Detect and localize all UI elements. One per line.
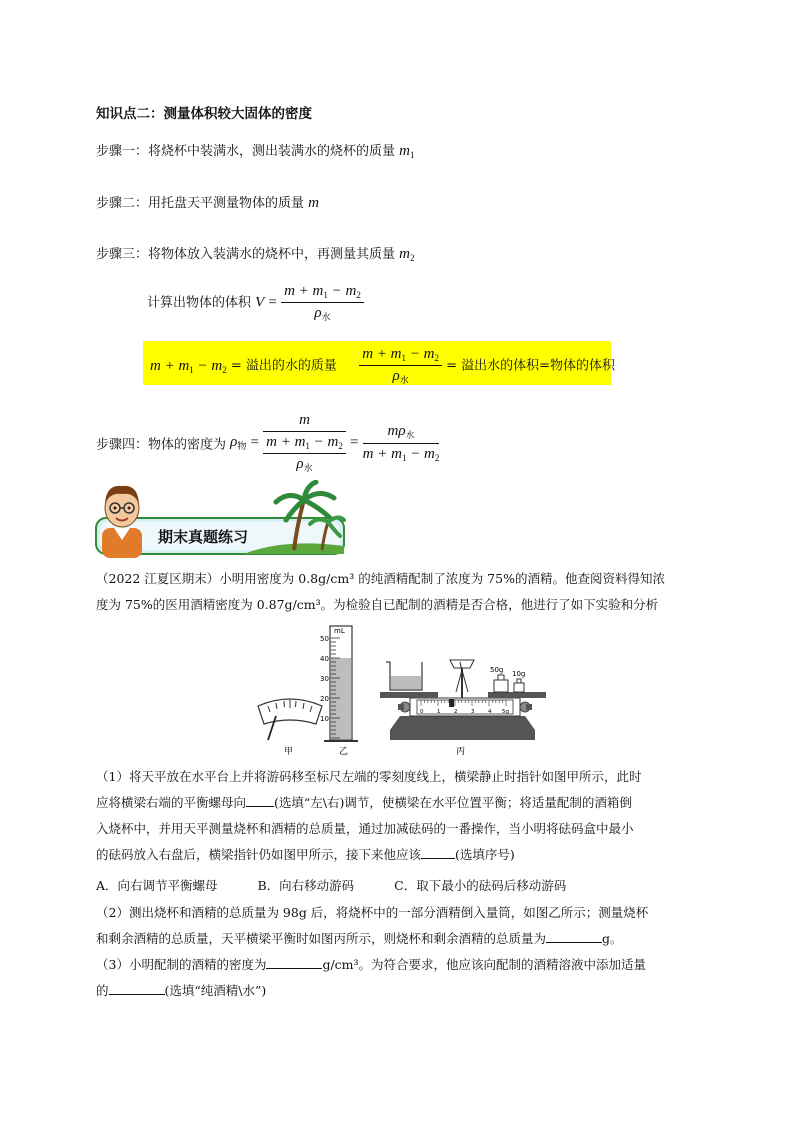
label-jia: 甲 [284, 747, 294, 757]
ruler-label-4: 4 [488, 709, 492, 715]
answer-blank-3[interactable] [546, 942, 602, 943]
step-1: 步骤一：将烧杯中装满水，测出装满水的烧杯的质量 $m_1$ [96, 143, 415, 160]
svg-text:10g: 10g [512, 670, 526, 678]
section-heading: 知识点二：测量体积较大固体的密度 [96, 106, 312, 122]
label-bing: 丙 [456, 747, 466, 757]
answer-blank-4[interactable] [266, 968, 322, 969]
question-part-3: （3）小明配制的酒精的密度为 g/cm³。为符合要求，他应该向配制的酒精溶液中添加适量 的 (选填“纯酒精\水”) [96, 957, 647, 998]
cyl-tick-30: 30 [320, 675, 329, 683]
right-pan [488, 692, 546, 698]
answer-blank-1[interactable] [246, 806, 274, 807]
question-part-1: （1）将天平放在水平台上并将游码移至标尺左端的零刻度线上，横梁静止时指针如图甲所示，此时 应将横梁右端的平衡螺母向 (选填“左\右)调节，使横梁在水平位置平衡；将适量配制的酒箱倒 入烧杯中，并用天平测量烧杯和酒精的总质量，通过加减砝码的一番操作，当小明将砝码盒中最小 的砝码放入右盘后，横梁指针仍如图甲所示，接下来他应该 (选填序号) [96, 769, 642, 862]
measuring-cylinder [320, 626, 358, 741]
volume-formula: 计算出物体的体积 V = $\frac{m + m_1 - m_2}{\rho_水}$ [147, 283, 364, 323]
cyl-tick-50: 50 [320, 635, 329, 643]
step-3: 步骤三：将物体放入装满水的烧杯中，再测量其质量 $m_2$ [96, 246, 415, 263]
practice-banner [94, 480, 346, 560]
pointer-dial-icon [258, 699, 322, 740]
answer-blank-2[interactable] [421, 858, 455, 859]
ruler-label-3: 3 [471, 709, 475, 715]
ruler-label-1: 1 [437, 709, 441, 715]
option-c[interactable]: C．取下最小的砝码后移动游码 [394, 878, 567, 893]
svg-text:50g: 50g [490, 666, 504, 674]
cyl-tick-20: 20 [320, 695, 329, 703]
question-part-2: （2）测出烧杯和酒精的总质量为 98g 后，将烧杯中的一部分酒精倒入量筒，如图乙所示；测量烧杯 和剩余酒精的总质量，天平横梁平衡时如图丙所示，则烧杯和剩余酒精的总质量为 g。 [96, 905, 649, 946]
volume-fraction: $\frac{m + m_1 - m_2}{\rho_水}$ [281, 283, 364, 323]
ruler-label-5: 5g [502, 709, 509, 715]
density-fraction-1: $\frac{m}{\frac{m + m_1 - m_2}{\rho_水}}$ [263, 412, 346, 474]
option-a[interactable]: A．向右调节平衡螺母 [96, 878, 218, 893]
weight-50g-icon [490, 666, 508, 692]
label-yi: 乙 [339, 747, 349, 757]
ruler-label-0: 0 [420, 709, 424, 715]
var-m2: $m_2$ [399, 246, 415, 263]
ruler-label-2: 2 [454, 709, 458, 715]
banner-title: 期末真题练习 [158, 528, 249, 546]
question-intro: （2022 江夏区期末）小明用密度为 0.8g/cm³ 的纯酒精配制了浓度为 75%的酒精。他查阅资料得知浓 度为 75%的医用酒精密度为 0.87g/cm³。为检验自已配制的酒精是否合格，他进行了如下实验和分析 [96, 571, 665, 612]
var-m: m [308, 195, 319, 211]
balance-scale [380, 660, 546, 740]
step-2: 步骤二：用托盘天平测量物体的质量 m [96, 195, 319, 211]
balance-screw-right [520, 702, 532, 712]
left-pan [380, 692, 438, 698]
rider-marker [449, 699, 454, 707]
apparatus-figure [250, 620, 550, 760]
cyl-tick-10: 10 [320, 715, 329, 723]
weight-10g-icon [512, 670, 525, 692]
cylinder-unit: mL [334, 627, 345, 635]
var-m1: $m_1$ [399, 143, 415, 160]
highlight-content: $m + m_1 - m_2$ = 溢出的水的质量 $\frac{m + m_1 - m_2}{\rho_水}$ = 溢出水的体积=物体的体积 [150, 346, 616, 385]
option-b[interactable]: B．向右移动游码 [257, 878, 355, 893]
balance-base [390, 716, 535, 740]
highlight-fraction: $\frac{m + m_1 - m_2}{\rho_水}$ [359, 346, 442, 386]
answer-blank-5[interactable] [109, 994, 165, 995]
density-fraction-2: $\frac{m\rho_水}{m + m_1 - m_2}$ [362, 423, 440, 463]
options-row [96, 876, 566, 894]
beaker-icon [386, 662, 422, 690]
step-4: 步骤四：物体的密度为 $\rho_物$ = $\frac{m}{\frac{m + m_1 - m_2}{\rho_水}}$ = $\frac{m\rho_水}{m + m_1 - m_2}$ [96, 412, 440, 473]
balance-screw-left [398, 702, 410, 712]
cyl-tick-40: 40 [320, 655, 329, 663]
